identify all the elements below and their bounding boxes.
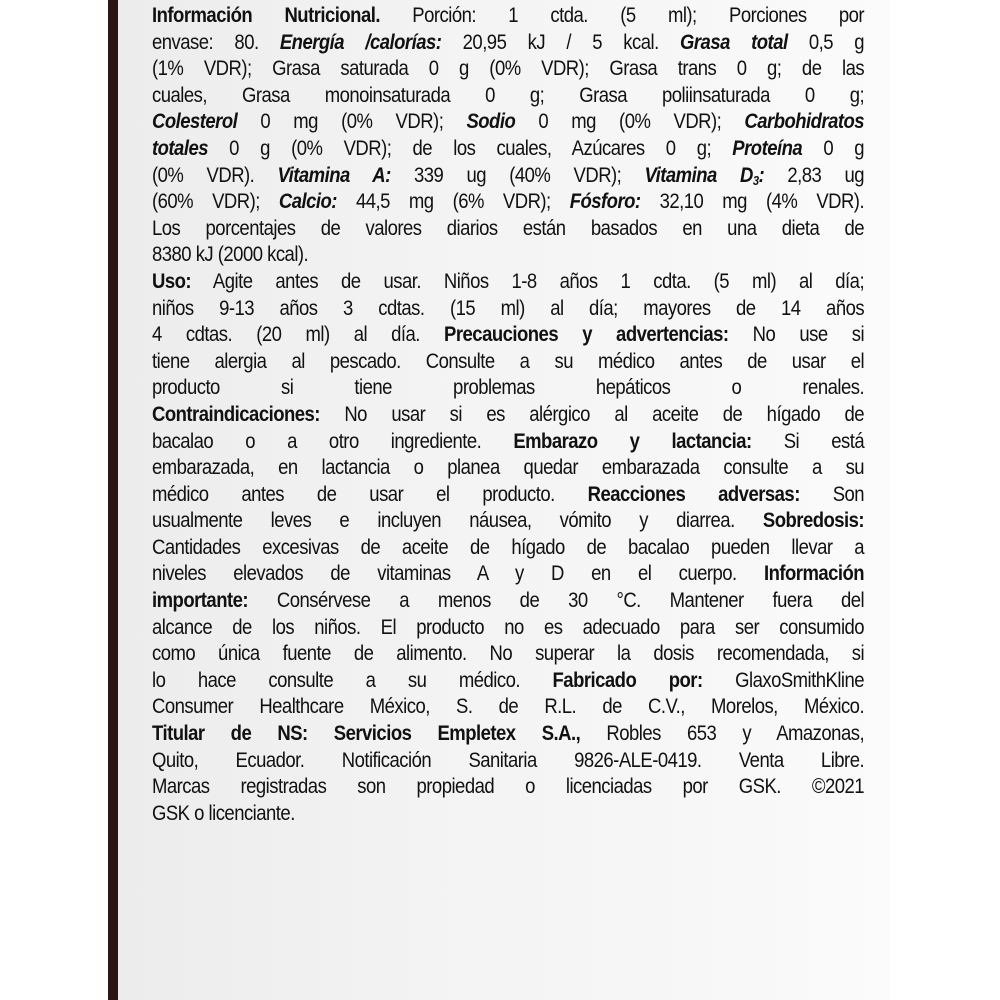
body-text: 2,83 ug <box>764 162 865 187</box>
section-heading: Información <box>763 561 865 586</box>
body-text: Si está <box>751 428 865 453</box>
nutrient-label: Vitamina A: <box>277 162 391 187</box>
section-heading: Reacciones adversas: <box>587 481 800 506</box>
label-line <box>152 188 864 215</box>
label-line <box>152 667 864 694</box>
label-line <box>152 560 864 587</box>
nutrient-label: Fósforo: <box>569 189 641 214</box>
section-heading: Precauciones y advertencias: <box>444 322 729 347</box>
label-line <box>152 481 864 508</box>
label-line <box>152 693 864 720</box>
section-heading: importante: <box>152 588 249 613</box>
body-text: Cantidades excesivas de aceite de hígado de bacalao pueden llevar a <box>152 534 865 559</box>
body-text: tiene alergia al pescado. Consulte a su médico antes de usar el <box>152 348 865 373</box>
body-text: 44,5 mg (6% VDR); <box>336 189 570 214</box>
body-text: Los porcentajes de valores diarios están basados en una dieta de <box>152 215 865 240</box>
body-text: cuales, Grasa monoinsaturada 0 g; Grasa poliinsaturada 0 g; <box>152 82 865 107</box>
nutrient-label: Carbohidratos <box>744 109 865 134</box>
label-line <box>152 162 864 189</box>
label-line <box>152 348 864 375</box>
label-line <box>152 773 864 800</box>
label-line <box>152 55 864 82</box>
body-text: Marcas registradas son propiedad o licenciadas por GSK. ©2021 <box>152 774 865 799</box>
label-line <box>152 401 864 428</box>
label-line <box>152 428 864 455</box>
label-line <box>152 135 864 162</box>
nutrient-label: Calcio: <box>278 189 337 214</box>
body-text: No use si <box>728 322 865 347</box>
subscript: 3 <box>752 172 759 188</box>
body-text: 0 g (0% VDR); de los cuales, Azúcares 0 g; <box>207 135 733 160</box>
body-text: embarazada, en lactancia o planea quedar embarazada consulte a su <box>152 455 865 480</box>
nutrient-label: Proteína <box>732 135 803 160</box>
body-text: (60% VDR); <box>152 189 279 214</box>
label-line <box>152 614 864 641</box>
body-text: niños 9-13 años 3 cdtas. (15 ml) al día; mayores de 14 años <box>152 295 865 320</box>
body-text: 0 mg (0% VDR); <box>237 109 467 134</box>
section-heading: Contraindicaciones: <box>152 401 320 426</box>
body-text: Porción: 1 ctda. (5 ml); Porciones por <box>379 3 865 27</box>
nutrient-label: : <box>758 162 765 187</box>
body-text: como única fuente de alimento. No superar la dosis recomendada, si <box>152 641 865 666</box>
section-heading: Sobredosis: <box>762 508 865 533</box>
body-text: alcance de los niños. El producto no es adecuado para ser consumido <box>152 614 865 639</box>
section-heading: Embarazo y lactancia: <box>513 428 752 453</box>
nutrient-label: Sodio <box>466 109 516 134</box>
body-text: 20,95 kJ / 5 kcal. <box>441 29 681 54</box>
label-line <box>152 108 864 135</box>
nutrient-label: totales <box>152 135 208 160</box>
body-text: niveles elevados de vitaminas A y D en el cuerpo. <box>152 561 764 586</box>
section-heading: Información Nutricional. <box>152 3 380 27</box>
label-line <box>152 374 864 401</box>
section-heading: Titular de NS: Servicios Empletex S.A., <box>152 721 581 746</box>
section-heading: Fabricado por: <box>552 667 703 692</box>
label-line <box>152 587 864 614</box>
label-line <box>152 640 864 667</box>
body-text: Consumer Healthcare México, S. de R.L. de C.V., Morelos, México. <box>152 694 865 719</box>
nutrient-label: Grasa total <box>680 29 788 54</box>
body-text: Quito, Ecuador. Notificación Sanitaria 9826-ALE-0419. Venta Libre. <box>152 747 865 772</box>
body-text: No usar si es alérgico al aceite de hígado de <box>319 401 865 426</box>
body-text: lo hace consulte a su médico. <box>152 667 553 692</box>
body-text: Son <box>799 481 865 506</box>
label-line <box>152 720 864 747</box>
body-text: GlaxoSmithKline <box>702 667 865 692</box>
label-line <box>152 747 864 774</box>
label-line <box>152 534 864 561</box>
label-line <box>152 268 864 295</box>
body-text: 0 g <box>802 135 865 160</box>
body-text: Consérvese a menos de 30 °C. Mantener fuera del <box>248 588 865 613</box>
label-line <box>152 800 864 827</box>
nutrient-label: Vitamina D <box>644 162 753 187</box>
body-text: (0% VDR). <box>152 162 278 187</box>
body-text: 32,10 mg (4% VDR). <box>640 189 865 214</box>
body-text: (1% VDR); Grasa saturada 0 g (0% VDR); Grasa trans 0 g; de las <box>152 56 865 81</box>
label-line <box>152 2 864 29</box>
body-text: 339 ug (40% VDR); <box>390 162 645 187</box>
label-line <box>152 82 864 109</box>
body-text: 0 mg (0% VDR); <box>515 109 745 134</box>
nutrient-label: Colesterol <box>152 109 238 134</box>
section-heading: Uso: <box>152 268 192 293</box>
body-text: 8380 kJ (2000 kcal). <box>152 242 309 267</box>
label-line <box>152 241 864 268</box>
body-text: Robles 653 y Amazonas, <box>580 721 865 746</box>
body-text: 4 cdtas. (20 ml) al día. <box>152 322 445 347</box>
body-text: bacalao o a otro ingrediente. <box>152 428 514 453</box>
nutrient-label: Energía /calorías: <box>279 29 442 54</box>
body-text: médico antes de usar el producto. <box>152 481 588 506</box>
body-text: envase: 80. <box>152 29 280 54</box>
label-line <box>152 215 864 242</box>
label-line <box>152 454 864 481</box>
bottle-edge <box>108 0 118 1000</box>
label-line <box>152 295 864 322</box>
body-text: producto si tiene problemas hepáticos o renales. <box>152 375 865 400</box>
label-text-block <box>152 2 864 826</box>
label-line <box>152 507 864 534</box>
body-text: Agite antes de usar. Niños 1-8 años 1 cdta. (5 ml) al día; <box>191 268 865 293</box>
label-line <box>152 321 864 348</box>
body-text: usualmente leves e incluyen náusea, vómito y diarrea. <box>152 508 763 533</box>
label-line <box>152 29 864 56</box>
body-text: GSK o licenciante. <box>152 800 295 825</box>
body-text: 0,5 g <box>787 29 865 54</box>
